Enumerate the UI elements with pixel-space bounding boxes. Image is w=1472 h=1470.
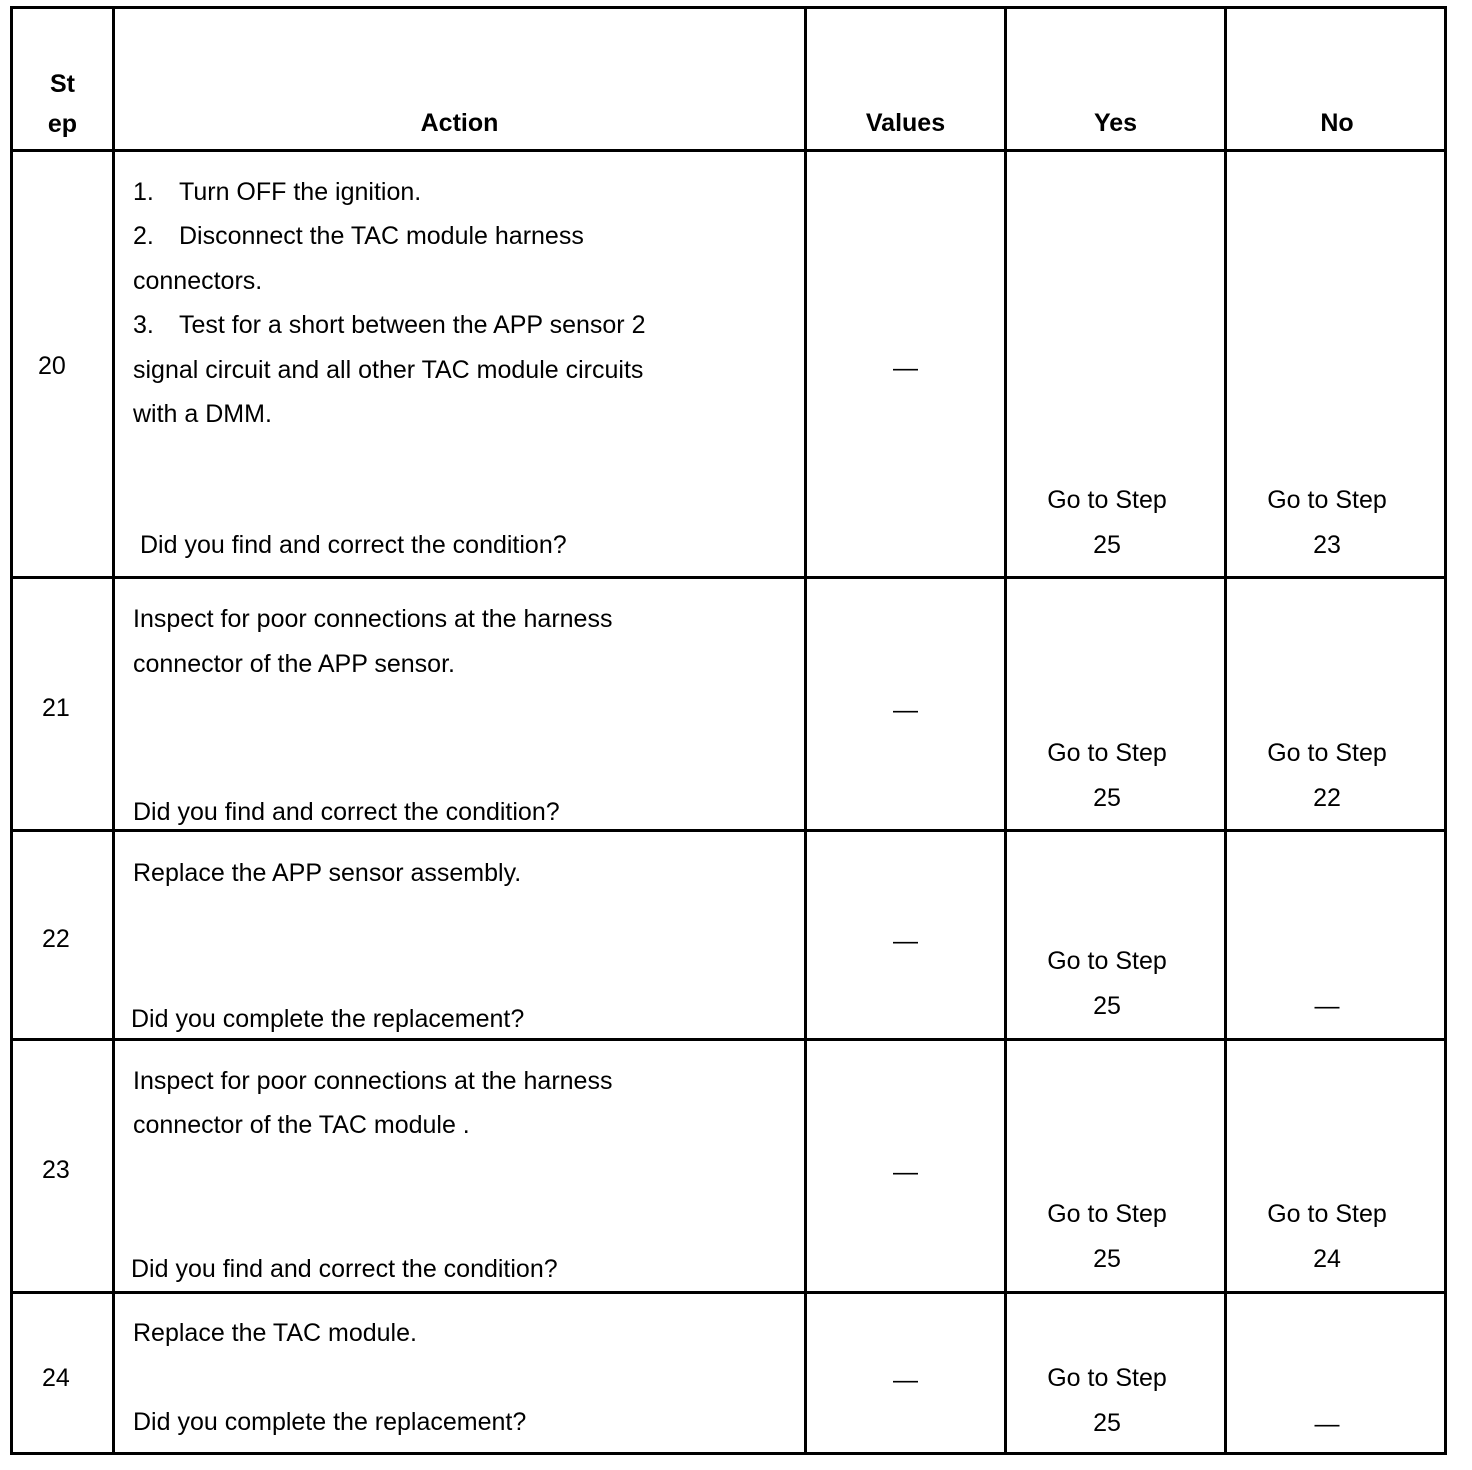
header-action: Action	[420, 109, 499, 137]
yes-cell: Go to Step 25	[1047, 739, 1167, 812]
action-question: Did you find and correct the condition?	[140, 531, 567, 559]
values-cell: —	[893, 696, 918, 724]
action-text: connector of the TAC module .	[133, 1111, 470, 1139]
no-cell: Go to Step 24	[1267, 1200, 1387, 1273]
action-question: Did you complete the replacement?	[133, 1408, 527, 1436]
values-cell: —	[893, 354, 918, 382]
header-step: St ep	[47, 70, 78, 138]
header-no: No	[1320, 109, 1354, 137]
values-cell: —	[893, 1158, 918, 1186]
action-text: Inspect for poor connections at the harness	[133, 1067, 613, 1095]
yes-cell: Go to Step 25	[1047, 486, 1167, 559]
no-cell: —	[1314, 1410, 1340, 1438]
action-text: with a DMM.	[133, 400, 272, 428]
action-step-item: 3. Test for a short between the APP sensor 2	[133, 311, 646, 339]
values-cell: —	[893, 927, 918, 955]
no-cell: Go to Step 23	[1267, 486, 1387, 559]
action-text: connectors.	[133, 267, 263, 295]
header-divider	[13, 149, 1444, 152]
no-cell: —	[1314, 992, 1340, 1020]
action-question: Did you find and correct the condition?	[131, 1255, 558, 1283]
diagnostic-table	[10, 6, 1447, 1455]
action-step-item: 1. Turn OFF the ignition.	[133, 178, 422, 206]
yes-cell: Go to Step 25	[1047, 1200, 1167, 1273]
action-text: connector of the APP sensor.	[133, 650, 455, 678]
header-yes: Yes	[1093, 109, 1138, 137]
header-values: Values	[865, 109, 946, 137]
action-text: Replace the TAC module.	[133, 1319, 417, 1347]
action-question: Did you find and correct the condition?	[133, 798, 560, 826]
action-step-item: 2. Disconnect the TAC module harness	[133, 222, 584, 250]
action-question: Did you complete the replacement?	[131, 1005, 525, 1033]
action-text: Inspect for poor connections at the harness	[133, 605, 613, 633]
values-cell: —	[893, 1366, 918, 1394]
step-number: 20	[38, 352, 66, 380]
step-number: 24	[42, 1364, 70, 1392]
no-cell: Go to Step 22	[1267, 739, 1387, 812]
action-text: signal circuit and all other TAC module circuits	[133, 356, 644, 384]
yes-cell: Go to Step 25	[1047, 947, 1167, 1020]
yes-cell: Go to Step 25	[1047, 1364, 1167, 1437]
step-number: 23	[42, 1156, 70, 1184]
row-divider	[13, 576, 1444, 579]
action-text: Replace the APP sensor assembly.	[133, 859, 522, 887]
step-number: 22	[42, 925, 70, 953]
step-number: 21	[42, 694, 70, 722]
column-divider	[112, 9, 115, 1452]
